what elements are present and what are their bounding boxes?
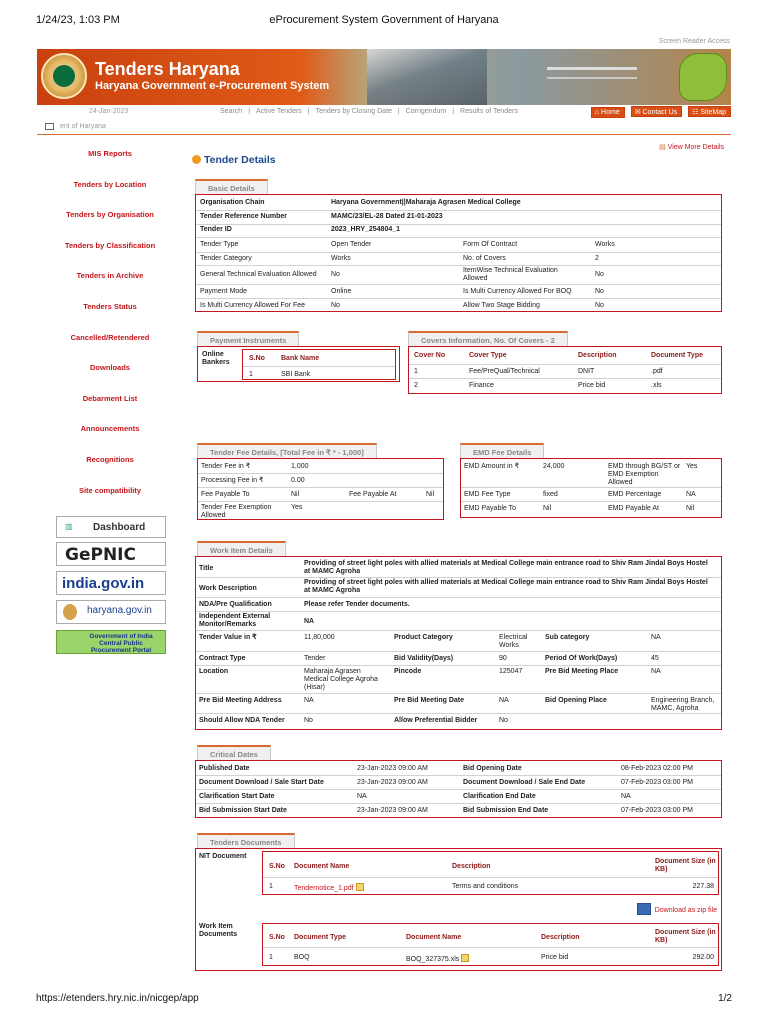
nit-sno-header: S.No xyxy=(269,863,285,870)
keyboard-icon[interactable] xyxy=(45,123,54,130)
tab-covers-information: Covers Information, No. Of Covers - 2 xyxy=(408,331,568,346)
emd-payable-to-label: EMD Payable To xyxy=(464,505,517,512)
wd-docname-text: BOQ_327375.xls xyxy=(406,956,460,963)
view-more-details-link[interactable] xyxy=(659,143,724,151)
cover-no-cell: 1 xyxy=(414,368,418,375)
nit-docname-header: Document Name xyxy=(294,863,350,870)
fee-payable-at-value: Nil xyxy=(426,491,435,498)
emd-payable-to-value: Nil xyxy=(543,505,552,512)
sidebar-item-tenders-status[interactable]: Tenders Status xyxy=(83,301,137,311)
bid-opening-place-label: Bid Opening Place xyxy=(545,697,607,704)
cover-desc-header: Description xyxy=(578,352,617,359)
nit-document-label: NIT Document xyxy=(199,853,247,860)
period-of-work-label: Period Of Work(Days) xyxy=(545,655,618,662)
date-value: 07-Feb-2023 03:00 PM xyxy=(621,779,693,786)
work-description-label: Work Description xyxy=(199,585,257,592)
contact-label: Contact Us xyxy=(642,109,678,116)
banner-title: Tenders Haryana xyxy=(95,59,240,79)
date-label: Document Download / Sale End Date xyxy=(463,779,586,786)
cover-desc-cell: DNIT xyxy=(578,368,595,375)
detail-value: No xyxy=(595,288,604,295)
detail-value: 2 xyxy=(595,255,599,262)
tab-emd-fee: EMD Fee Details xyxy=(460,443,544,458)
detail-value: Works xyxy=(331,255,351,262)
document-icon: ▤ xyxy=(659,144,666,151)
detail-label: Is Multi Currency Allowed For Fee xyxy=(200,302,306,309)
emd-fee-panel xyxy=(460,458,722,518)
tender-id-value: 2023_HRY_254804_1 xyxy=(331,226,401,233)
contract-type-value: Tender xyxy=(304,655,326,662)
nit-size-cell: 227.38 xyxy=(692,883,714,890)
xls-icon xyxy=(461,954,469,962)
nav-separator: | xyxy=(397,108,400,115)
wd-sno-cell: 1 xyxy=(269,954,273,961)
location-label: Location xyxy=(199,668,229,675)
cover-desc-cell: Price bid xyxy=(578,382,606,389)
print-datetime: 1/24/23, 1:03 PM xyxy=(36,14,120,26)
download-zip-label: Download as zip file xyxy=(654,907,717,914)
detail-value: No xyxy=(595,302,604,309)
period-of-work-value: 45 xyxy=(651,655,659,662)
tender-id-label: Tender ID xyxy=(200,226,232,233)
sidebar-item-cancelled-retendered[interactable]: Cancelled/Retendered xyxy=(70,332,150,342)
detail-label: ItemWise Technical Evaluation Allowed xyxy=(463,267,558,282)
cover-doctype-cell: .xls xyxy=(651,382,662,389)
location-value: Maharaja Agrasen Medical College Agroha (Hisar) xyxy=(304,668,378,691)
product-category-label: Product Category xyxy=(394,634,453,641)
detail-label: Payment Mode xyxy=(200,288,248,295)
work-item-documents-table xyxy=(262,923,719,966)
home-button[interactable]: ⌂ Home xyxy=(591,107,625,118)
sub-category-value: NA xyxy=(651,634,661,641)
emd-fee-type-label: EMD Fee Type xyxy=(464,491,511,498)
nit-description-header: Description xyxy=(452,863,491,870)
emd-percentage-label: EMD Percentage xyxy=(608,491,662,498)
cppp-logo[interactable] xyxy=(56,630,166,654)
date-value: 23-Jan-2023 09:00 AM xyxy=(357,779,428,786)
date-label: Document Download / Sale Start Date xyxy=(199,779,324,786)
cover-doctype-cell: .pdf xyxy=(651,368,663,375)
emd-fee-type-value: fixed xyxy=(543,491,558,498)
fee-payable-at-label: Fee Payable At xyxy=(349,491,397,498)
chart-icon: ▥ xyxy=(65,522,73,531)
detail-value: Open Tender xyxy=(331,241,372,248)
nav-date: 24-Jan-2023 xyxy=(89,108,129,115)
nav-active-tenders-link[interactable]: Active Tenders xyxy=(256,108,302,115)
cover-no-header: Cover No xyxy=(414,352,446,359)
page-title xyxy=(192,154,276,166)
nav-search-link[interactable]: Search xyxy=(220,108,243,115)
tab-work-item-details: Work Item Details xyxy=(197,541,286,556)
cover-no-cell: 2 xyxy=(414,382,418,389)
india-gov-logo[interactable] xyxy=(56,571,166,595)
tender-fee-label: Tender Fee in ₹ xyxy=(201,463,251,470)
nda-tender-value: No xyxy=(304,717,313,724)
sitemap-button[interactable]: ☷ SiteMap xyxy=(688,106,731,117)
detail-label: Is Multi Currency Allowed For BOQ xyxy=(463,288,572,295)
sidebar-item-debarment-list[interactable]: Debarment List xyxy=(82,393,138,403)
pre-bid-date-label: Pre Bid Meeting Date xyxy=(394,697,465,704)
view-more-label: View More Details xyxy=(667,144,724,151)
bank-sno-cell: 1 xyxy=(249,371,253,378)
pincode-value: 125047 xyxy=(499,668,523,675)
nav-separator: | xyxy=(248,108,251,115)
wd-doctype-cell: BOQ xyxy=(294,954,310,961)
bid-validity-label: Bid Validity(Days) xyxy=(394,655,454,662)
date-label: Clarification End Date xyxy=(463,793,536,800)
nav-results-link[interactable]: Results of Tenders xyxy=(460,108,518,115)
pincode-label: Pincode xyxy=(394,668,422,675)
pre-bid-date-value: NA xyxy=(499,697,509,704)
tender-ref-label: Tender Reference Number xyxy=(200,213,288,220)
haryana-emblem-logo xyxy=(41,53,87,99)
banner-bridge-image xyxy=(547,67,637,79)
tab-basic-details: Basic Details xyxy=(195,179,268,194)
bankers-table xyxy=(242,349,396,380)
detail-label: Tender Category xyxy=(200,255,252,262)
nav-corrigendum-link[interactable]: Corrigendum xyxy=(405,108,447,115)
pre-bid-place-value: NA xyxy=(651,668,661,675)
tab-tender-documents: Tenders Documents xyxy=(197,833,295,848)
sidebar-item-site-compatibility[interactable]: Site compatibility xyxy=(78,485,142,495)
tender-ref-value: MAMC/23/EL-28 Dated 21-01-2023 xyxy=(331,213,443,220)
sidebar-item-recognitions[interactable]: Recognitions xyxy=(86,454,134,464)
fee-exemption-label: Tender Fee Exemption Allowed xyxy=(201,504,272,519)
basic-details-panel xyxy=(195,194,722,312)
detail-label: Form Of Contract xyxy=(463,241,518,248)
date-label: Published Date xyxy=(199,765,250,772)
online-bankers-label: Online Bankers xyxy=(202,351,230,366)
emd-bg-value: Yes xyxy=(686,463,698,470)
page-title-text: Tender Details xyxy=(204,154,276,166)
bank-sno-header: S.No xyxy=(249,355,265,362)
print-header xyxy=(36,14,732,28)
marquee-strip xyxy=(37,119,731,135)
date-value: 08-Feb-2023 02:00 PM xyxy=(621,765,693,772)
nav-separator: | xyxy=(307,108,310,115)
print-url: https://etenders.hry.nic.in/nicgep/app xyxy=(36,993,199,1004)
top-navbar xyxy=(37,105,731,119)
preferential-bidder-label: Allow Preferential Bidder xyxy=(394,717,478,724)
gepnic-logo[interactable] xyxy=(56,542,166,566)
gepnic-logo-text: GePNIC xyxy=(65,545,136,565)
bid-opening-place-value: Engineering Branch, MAMC, Agroha xyxy=(651,697,715,712)
nit-sno-cell: 1 xyxy=(269,883,273,890)
sidebar-item-tenders-by-location[interactable]: Tenders by Location xyxy=(73,179,147,189)
sidebar-menu xyxy=(52,149,168,516)
tender-fee-panel xyxy=(197,458,444,520)
cover-type-cell: Finance xyxy=(469,382,494,389)
bank-name-cell: SBI Bank xyxy=(281,371,311,378)
nit-docname-text: Tendernotice_1.pdf xyxy=(294,885,354,892)
wd-docname-header: Document Name xyxy=(406,934,462,941)
sidebar-item-announcements[interactable]: Announcements xyxy=(80,424,140,434)
work-title-value: Providing of street light poles with allied materials at Medical College main entrance road to Shiv Ram Jindal Boys Hostel at MAMC Agroha xyxy=(304,560,708,575)
wd-docname-link[interactable] xyxy=(406,954,469,964)
date-label: Bid Opening Date xyxy=(463,765,522,772)
date-label: Bid Submission End Date xyxy=(463,807,549,814)
cover-type-cell: Fee/PreQual/Technical xyxy=(469,368,540,375)
detail-value: No xyxy=(331,271,340,278)
contract-type-label: Contract Type xyxy=(199,655,246,662)
external-monitor-label: Independent External Monitor/Remarks xyxy=(199,613,271,628)
emd-payable-at-label: EMD Payable At xyxy=(608,505,659,512)
detail-label: Allow Two Stage Bidding xyxy=(463,302,540,309)
org-chain-label: Organisation Chain xyxy=(200,199,265,206)
india-gov-logo-text: india.gov.in xyxy=(62,575,145,592)
wd-description-cell: Price bid xyxy=(541,954,569,961)
emd-bg-label: EMD through BG/ST or EMD Exemption Allowed xyxy=(608,463,681,486)
detail-value: No xyxy=(331,302,340,309)
date-value: NA xyxy=(357,793,367,800)
print-page-title: eProcurement System Government of Haryana xyxy=(269,14,499,26)
fee-exemption-value: Yes xyxy=(291,504,303,511)
tab-tender-fee: Tender Fee Details, [Total Fee in ₹ * - 1,000] xyxy=(197,443,377,458)
detail-value: No xyxy=(595,271,604,278)
nit-docname-link[interactable] xyxy=(294,883,364,893)
screen-reader-link[interactable]: Screen Reader Access xyxy=(658,38,730,45)
contact-us-button[interactable]: ✉ Contact Us xyxy=(631,106,682,117)
org-chain-value: Haryana Government||Maharaja Agrasen Medical College xyxy=(331,199,521,206)
sidebar-item-tenders-in-archive[interactable]: Tenders in Archive xyxy=(76,271,144,281)
covers-panel xyxy=(408,346,722,394)
nav-closing-date-link[interactable]: Tenders by Closing Date xyxy=(315,108,392,115)
tender-value-label: Tender Value in ₹ xyxy=(199,634,257,641)
tab-critical-dates: Critical Dates xyxy=(197,745,271,760)
critical-dates-panel xyxy=(195,760,722,818)
banner-road-image xyxy=(367,49,487,105)
sitemap-label: SiteMap xyxy=(700,109,726,116)
tender-value-value: 11,80,000 xyxy=(304,634,335,641)
home-label: Home xyxy=(601,109,620,116)
tender-documents-panel xyxy=(195,848,722,971)
cover-doctype-header: Document Type xyxy=(651,352,703,359)
wd-description-header: Description xyxy=(541,934,580,941)
nda-value: Please refer Tender documents. xyxy=(304,601,410,608)
pre-bid-address-value: NA xyxy=(304,697,314,704)
work-description-value: Providing of street light poles with allied materials at Medical College main entrance road to Shiv Ram Jindal Boys Hostel at MAMC Agroha xyxy=(304,579,708,594)
nit-description-cell: Terms and conditions xyxy=(452,883,519,890)
sidebar-item-downloads[interactable]: Downloads xyxy=(89,363,130,373)
cppp-logo-text: Government of India Central Public Procurement Portal xyxy=(89,633,153,654)
date-value: NA xyxy=(621,793,631,800)
sidebar-item-mis-reports[interactable]: MIS Reports xyxy=(88,149,132,158)
work-title-label: Title xyxy=(199,565,214,572)
tender-fee-value: 1,000 xyxy=(291,463,309,470)
date-label: Clarification Start Date xyxy=(199,793,275,800)
wd-size-cell: 292.00 xyxy=(692,954,714,961)
detail-value: Online xyxy=(331,288,352,295)
date-value: 07-Feb-2023 03:00 PM xyxy=(621,807,693,814)
bid-validity-value: 90 xyxy=(499,655,507,662)
pre-bid-place-label: Pre Bid Meeting Place xyxy=(545,668,619,675)
wd-doctype-header: Document Type xyxy=(294,934,346,941)
haryana-gov-logo-text: haryana.gov.in xyxy=(87,605,152,616)
pdf-icon xyxy=(356,883,364,891)
work-item-documents-label: Work Item Documents xyxy=(199,923,238,938)
banner-subtitle: Haryana Government e-Procurement System xyxy=(95,80,330,92)
emd-amount-value: 24,000 xyxy=(543,463,565,470)
nit-documents-table xyxy=(262,851,719,895)
detail-value: Works xyxy=(595,241,615,248)
marquee-text: ent of Haryana xyxy=(60,123,106,130)
wd-size-header: Document Size (in KB) xyxy=(655,929,716,944)
external-monitor-value: NA xyxy=(304,618,315,625)
emd-payable-at-value: Nil xyxy=(686,505,695,512)
site-banner xyxy=(37,49,731,105)
cover-type-header: Cover Type xyxy=(469,352,507,359)
nav-separator: | xyxy=(452,108,455,115)
bullet-icon xyxy=(192,155,201,164)
date-value: 23-Jan-2023 09:00 AM xyxy=(357,807,428,814)
fee-payable-to-value: Nil xyxy=(291,491,300,498)
bank-name-header: Bank Name xyxy=(281,355,320,362)
fee-payable-to-label: Fee Payable To xyxy=(201,491,250,498)
zip-icon xyxy=(637,903,651,915)
processing-fee-value: 0.00 xyxy=(291,477,305,484)
processing-fee-label: Processing Fee in ₹ xyxy=(201,477,264,484)
emd-amount-label: EMD Amount in ₹ xyxy=(464,463,520,470)
dashboard-logo[interactable] xyxy=(56,516,166,538)
detail-label: Tender Type xyxy=(200,241,239,248)
nda-tender-label: Should Allow NDA Tender xyxy=(199,717,285,724)
preferential-bidder-value: No xyxy=(499,717,508,724)
emd-percentage-value: NA xyxy=(686,491,696,498)
detail-label: General Technical Evaluation Allowed xyxy=(200,271,317,278)
haryana-seal-icon xyxy=(63,604,77,620)
nit-size-header: Document Size (in KB) xyxy=(655,858,716,873)
nda-label: NDA/Pre Qualification xyxy=(199,601,272,608)
wd-sno-header: S.No xyxy=(269,934,285,941)
haryana-gov-logo[interactable] xyxy=(56,600,166,624)
sidebar-item-tenders-by-organisation[interactable]: Tenders by Organisation xyxy=(66,210,154,220)
product-category-value: Electrical Works xyxy=(499,634,528,649)
payment-instruments-panel xyxy=(197,346,400,382)
work-item-panel xyxy=(195,556,722,730)
print-page-number: 1/2 xyxy=(718,993,732,1004)
dashboard-logo-text: Dashboard xyxy=(93,522,146,533)
tab-payment-instruments: Payment Instruments xyxy=(197,331,299,346)
download-zip-link[interactable] xyxy=(637,903,717,915)
pre-bid-address-label: Pre Bid Meeting Address xyxy=(199,697,282,704)
date-label: Bid Submission Start Date xyxy=(199,807,287,814)
date-value: 23-Jan-2023 09:00 AM xyxy=(357,765,428,772)
sub-category-label: Sub category xyxy=(545,634,590,641)
detail-label: No. of Covers xyxy=(463,255,506,262)
haryana-map-image xyxy=(679,53,727,101)
sidebar-item-tenders-by-classification[interactable]: Tenders by Classification xyxy=(64,240,156,250)
